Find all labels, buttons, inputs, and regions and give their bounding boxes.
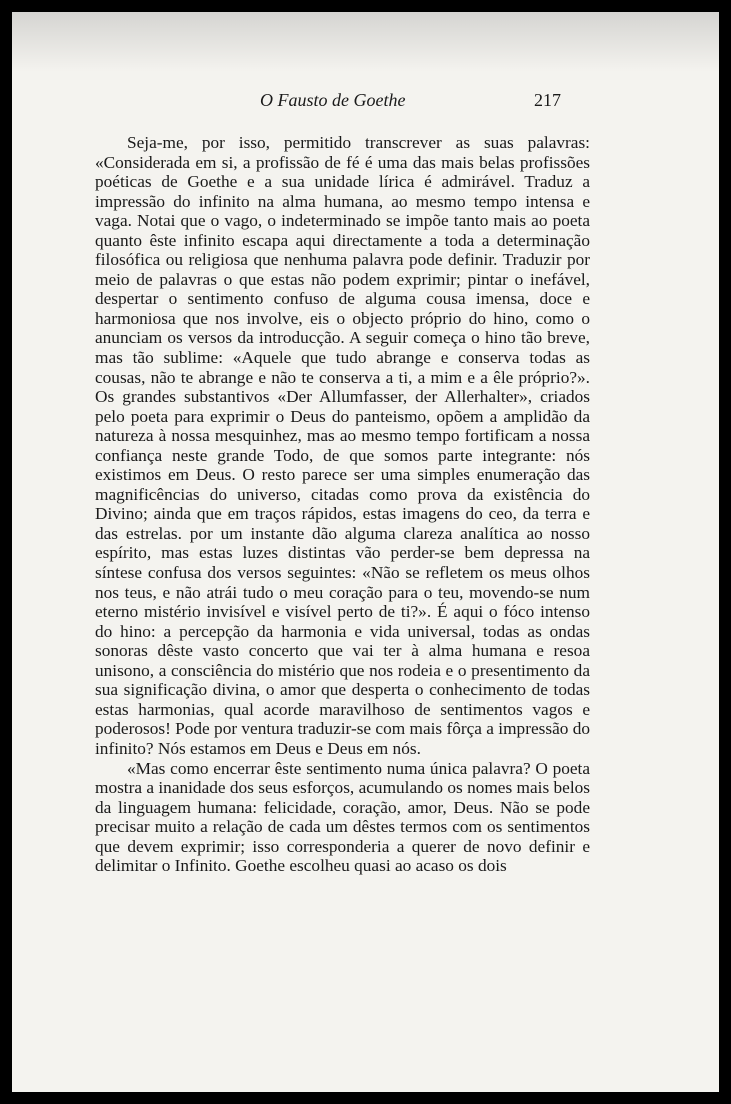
book-page xyxy=(12,12,719,1092)
scan-shadow xyxy=(12,12,719,72)
running-title: O Fausto de Goethe xyxy=(260,90,406,110)
page-number: 217 xyxy=(534,90,561,110)
running-header xyxy=(12,90,719,118)
paragraph: «Mas como encerrar êste sentimento numa única palavra? O poeta mostra a inanidade dos seus esforços, acumulando os nomes mais belos da linguagem humana: felicidade, coração, amor, Deus. Não se pode precisar muito a relação de cada um dêstes termos com os sentimentos que devem exprimir; isso corresponderia a querer de novo definir e delimitar o Infinito. Goethe escolheu quasi ao acaso os dois xyxy=(95,758,590,876)
paragraph: Seja-me, por isso, permitido transcrever as suas palavras: «Considerada em si, a profissão de fé é uma das mais belas profissões poéticas de Goethe e a sua unidade lírica é admirável. Traduz a impressão do infinito na alma humana, ao mesmo tempo intensa e vaga. Notai que o vago, o indeterminado se impõe tanto mais ao poeta quanto êste infinito escapa aqui directamente a toda a determinação filosófica ou religiosa que nenhuma palavra pode definir. Traduzir por meio de palavras o que estas não podem exprimir; pintar o inefável, despertar o sentimento confuso de alguma cousa imensa, doce e harmoniosa que nos involve, eis o objecto próprio do hino, como o anunciam os versos da introducção. A seguir começa o hino tão breve, mas tão sublime: «Aquele que tudo abrange e conserva todas as cousas, não te abrange e não te conserva a ti, a mim e a êle próprio?». Os grandes substantivos «Der Allumfasser, der Allerhalter», criados pelo poeta para exprimir o Deus do panteismo, opõem a amplidão da natureza à nossa mesquinhez, mas ao mesmo tempo fortificam a nossa confiança neste grande Todo, de que somos parte integrante: nós existimos em Deus. O resto parece ser uma simples enumeração das magnificências do universo, citadas como prova da existência do Divino; ainda que em traços rápidos, estas imagens do ceo, da terra e das estrelas. por um instante dão alguma clareza analítica ao nosso espírito, mas estas luzes distintas vão perder-se bem depressa na síntese confusa dos versos seguintes: «Não se refletem os meus olhos nos teus, e não atrái tudo o meu coração para o teu, movendo-se num eterno mistério invisível e visível perto de ti?». É aqui o fóco intenso do hino: a percepção da harmonia e vida universal, todas as ondas sonoras dêste vasto concerto que vai ter à alma humana e resoa unisono, a consciência do mistério que nos rodeia e o presentimento da sua significação divina, o amor que desperta o conhecimento de todas estas harmonias, qual acorde maravilhoso de sentimentos vagos e poderosos! Pode por ventura traduzir-se com mais fôrça a impressão do infinito? Nós estamos em Deus e Deus em nós. xyxy=(95,133,590,758)
body-text xyxy=(95,133,590,876)
